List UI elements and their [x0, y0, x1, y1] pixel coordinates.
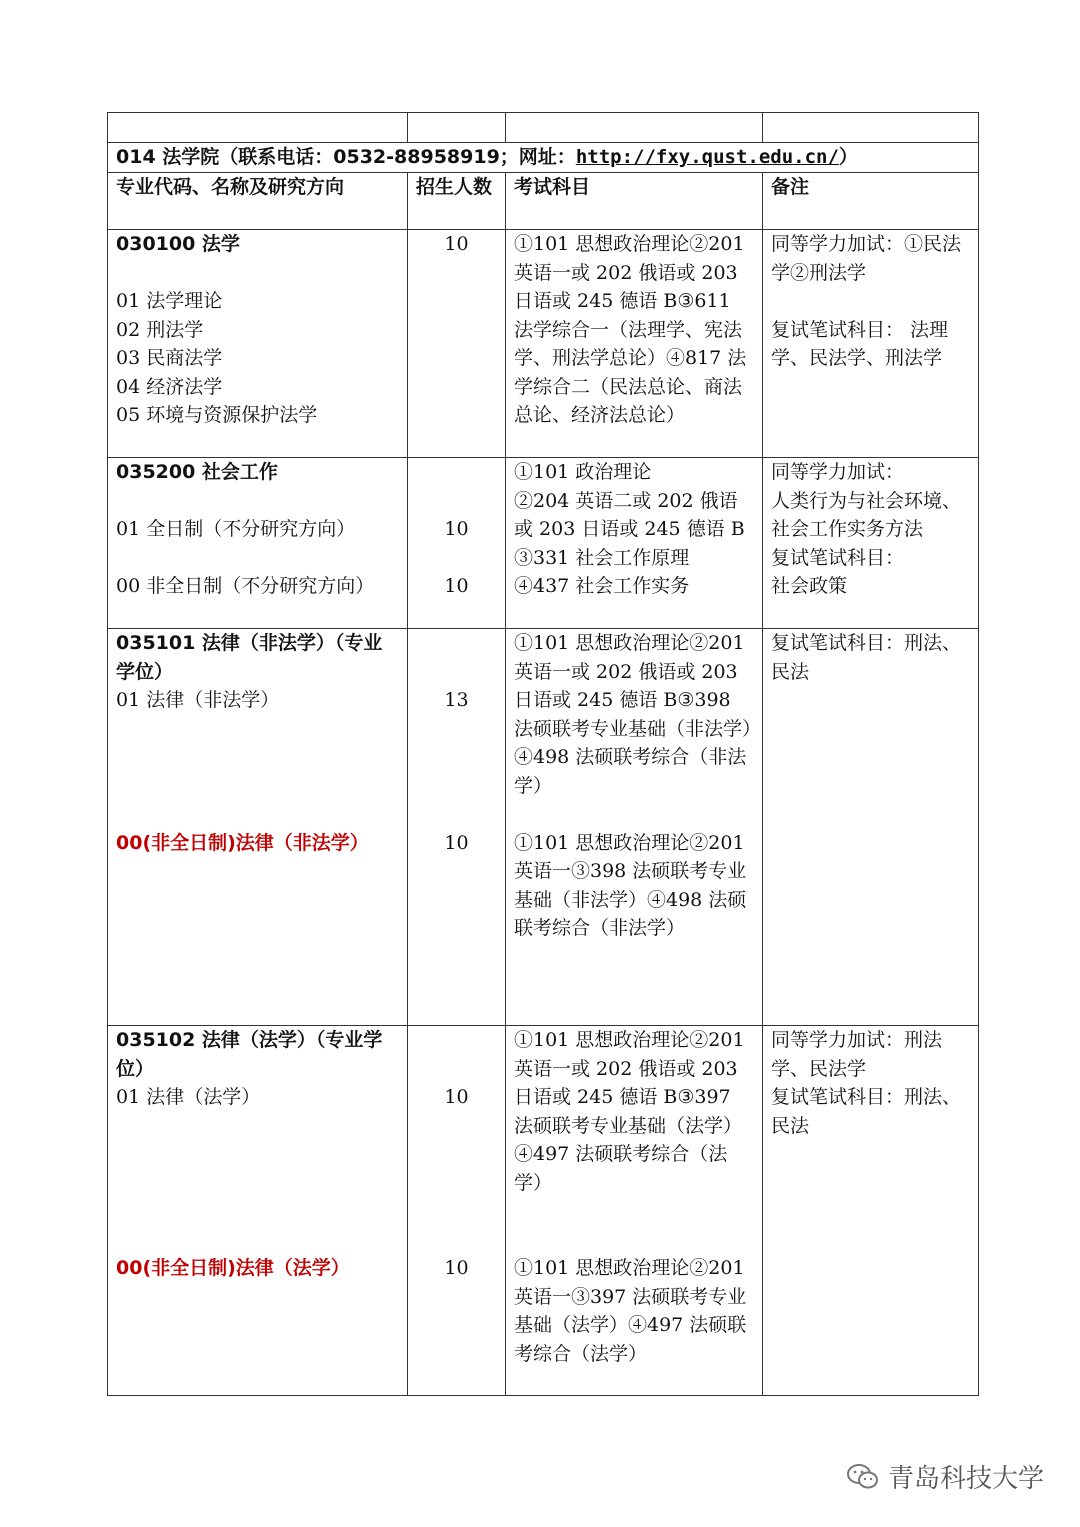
table-row	[108, 629, 979, 1026]
direction-item: 02 刑法学	[116, 318, 204, 341]
exam-cell	[506, 230, 763, 458]
direction-item: 01 法学理论	[116, 290, 223, 312]
enroll-count: 13	[444, 689, 469, 711]
count-cell	[408, 458, 506, 629]
exam-subjects: ①101 思想政治理论②201 英语一或 202 俄语或 203 日语或 245 德语 B③611 法学综合一（法理学、宪法学、刑法学总论）④817 法学综合二（民法总论、商法总论、经济法总论）	[514, 233, 747, 426]
count-cell	[408, 1026, 506, 1396]
major-cell	[108, 458, 408, 629]
direction-item: 04 经济法学	[116, 375, 223, 398]
enroll-count: 10	[444, 233, 469, 255]
wechat-icon	[846, 1462, 880, 1492]
exam-subject: ④437 社会工作实务	[514, 575, 690, 597]
col-header-exam: 考试科目	[506, 173, 763, 230]
major-cell	[108, 629, 408, 1026]
note-retest: 复试笔试科目：刑法、民法	[771, 632, 962, 683]
major-name: 035200 社会工作	[116, 461, 278, 483]
enroll-count: 10	[444, 518, 469, 540]
direction-item: 05 环境与资源保护法学	[116, 404, 318, 426]
count-cell	[408, 230, 506, 458]
exam-subjects-parttime: ①101 思想政治理论②201 英语一③397 法硕联考专业基础（法学）④497 法硕联考综合（法学）	[514, 1257, 747, 1365]
table-row	[108, 458, 979, 629]
exam-subject: ②204 英语二或 202 俄语或 203 日语或 245 德语 B	[514, 489, 745, 540]
major-name: 035101 法律（非法学）（专业学位）	[116, 632, 383, 683]
exam-cell	[506, 1026, 763, 1396]
college-suffix: ）	[838, 146, 858, 168]
table-header	[108, 173, 979, 230]
exam-subjects: ①101 思想政治理论②201 英语一或 202 俄语或 203 日语或 245 德语 B③397 法硕联考专业基础（法学）④497 法硕联考综合（法学）	[514, 1029, 745, 1194]
program-table	[107, 112, 979, 1396]
direction-item: 01 全日制（不分研究方向）	[116, 518, 356, 540]
col-header-note: 备注	[763, 173, 979, 230]
college-url-link[interactable]: http://fxy.qust.edu.cn/	[575, 146, 839, 168]
note-retest: 复试笔试科目：刑法、民法	[771, 1086, 962, 1137]
col-header-major: 专业代码、名称及研究方向	[108, 173, 408, 230]
table-row	[108, 230, 979, 458]
enroll-count: 10	[444, 831, 469, 854]
exam-subject: ③331 社会工作原理	[514, 546, 690, 569]
direction-item-parttime: 00(非全日制)法律（非法学）	[116, 831, 369, 854]
major-cell	[108, 230, 408, 458]
major-name: 035102 法律（法学）（专业学位）	[116, 1029, 383, 1080]
college-header	[108, 143, 979, 173]
note-line: 复试笔试科目：	[771, 546, 905, 569]
note-cell	[763, 629, 979, 1026]
note-retest: 复试笔试科目： 法理学、民法学、刑法学	[771, 318, 949, 369]
note-extra-test: 同等学力加试：刑法学、民法学	[771, 1029, 943, 1080]
direction-item-parttime: 00(非全日制)法律（法学）	[116, 1257, 350, 1279]
college-title: 014 法学院（联系电话：0532-88958919；网址：	[116, 146, 576, 168]
college-row	[108, 143, 979, 173]
note-line: 同等学力加试：	[771, 461, 905, 483]
direction-item: 03 民商法学	[116, 347, 223, 369]
exam-cell	[506, 458, 763, 629]
enroll-count: 10	[444, 1257, 469, 1279]
note-line: 社会政策	[771, 575, 848, 597]
note-cell	[763, 1026, 979, 1396]
count-cell	[408, 629, 506, 1026]
enroll-count: 10	[444, 1086, 469, 1108]
exam-cell	[506, 629, 763, 1026]
direction-item: 01 法律（法学）	[116, 1086, 261, 1108]
account-name: 青岛科技大学	[887, 1464, 1044, 1494]
blank-row	[108, 113, 979, 143]
direction-item: 01 法律（非法学）	[116, 689, 280, 711]
exam-subject: ①101 政治理论	[514, 461, 652, 483]
col-header-count: 招生人数	[408, 173, 506, 230]
direction-item: 00 非全日制（不分研究方向）	[116, 575, 375, 597]
account-watermark	[846, 1458, 1044, 1495]
note-cell	[763, 458, 979, 629]
table-row	[108, 1026, 979, 1396]
enroll-count: 10	[444, 575, 469, 597]
note-extra-test: 同等学力加试：①民法学②刑法学	[771, 233, 962, 284]
note-line: 人类行为与社会环境、社会工作实务方法	[771, 489, 962, 540]
major-name: 030100 法学	[116, 233, 240, 255]
major-cell	[108, 1026, 408, 1396]
note-cell	[763, 230, 979, 458]
exam-subjects: ①101 思想政治理论②201 英语一或 202 俄语或 203 日语或 245 德语 B③398 法硕联考专业基础（非法学）④498 法硕联考综合（非法学）	[514, 632, 752, 797]
exam-subjects-parttime: ①101 思想政治理论②201 英语一③398 法硕联考专业基础（非法学）④498 法硕联考综合（非法学）	[514, 831, 747, 939]
